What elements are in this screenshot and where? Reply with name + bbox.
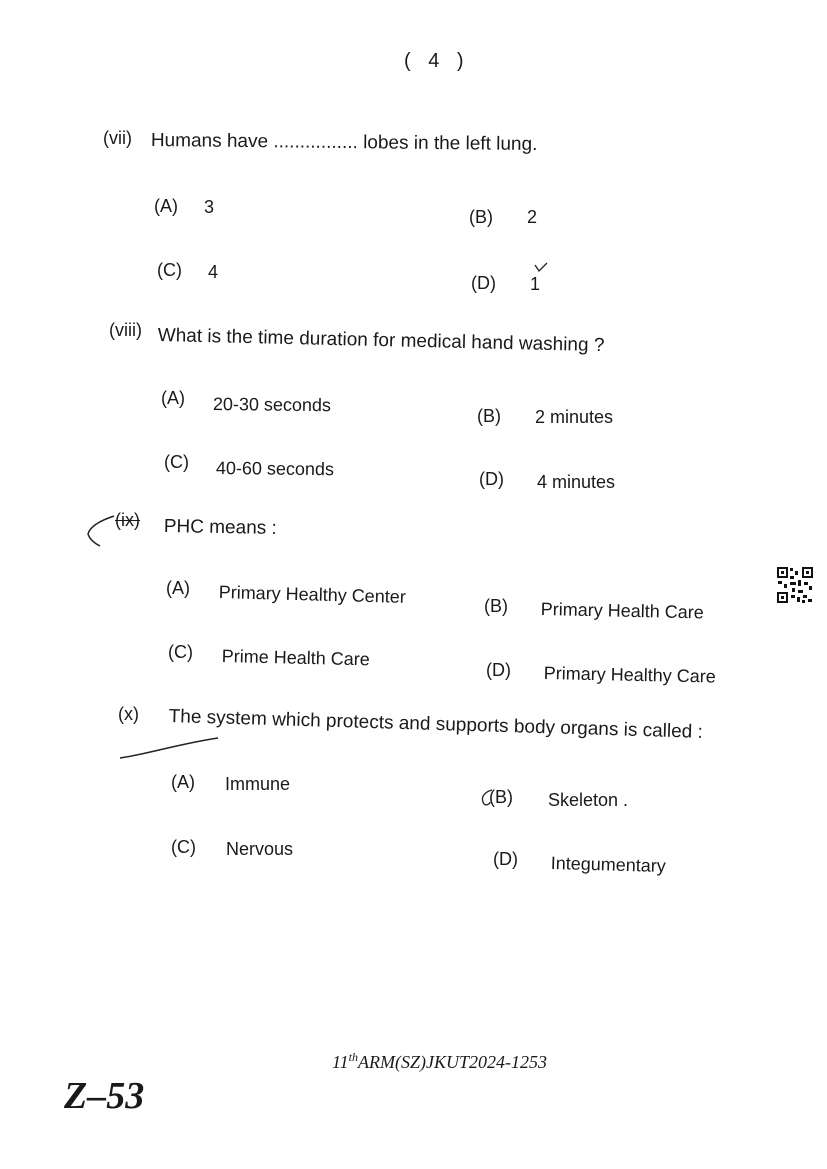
- option-text-b: 2 minutes: [535, 407, 614, 427]
- question-text: PHC means :: [163, 516, 277, 539]
- option-label-c: (C): [171, 837, 196, 857]
- option-text-a: 20-30 seconds: [212, 394, 332, 416]
- option-label-c: (C): [164, 452, 189, 472]
- option-label-a: (A): [154, 196, 178, 216]
- option-label-d: (D): [471, 273, 496, 293]
- option-text-a: Immune: [225, 774, 291, 794]
- option-text-b: 2: [527, 207, 538, 227]
- pen-underline-mark: [118, 734, 228, 764]
- question-text: Humans have ................ lobes in the left lung.: [150, 130, 538, 156]
- question-number: (x): [118, 704, 139, 724]
- option-label-d: (D): [486, 660, 511, 680]
- series-prefix: 11: [332, 1052, 349, 1072]
- option-text-c: 4: [208, 262, 219, 282]
- page-number: ( 4 ): [404, 50, 470, 72]
- pen-circle-mark: [478, 786, 498, 808]
- option-text-d: Primary Healthy Care: [543, 663, 717, 687]
- question-number: (viii): [109, 320, 142, 340]
- question-text: The system which protects and supports body organs is called :: [168, 706, 704, 743]
- option-text-c: Nervous: [226, 839, 294, 859]
- option-label-c: (C): [157, 260, 182, 280]
- paper-code: Z–53: [64, 1075, 145, 1117]
- option-text-a: 3: [204, 197, 215, 217]
- option-label-d: (D): [479, 469, 504, 489]
- option-label-c: (C): [168, 642, 193, 662]
- option-label-a: (A): [166, 578, 190, 598]
- option-text-d: 1: [530, 274, 541, 294]
- question-number: (vii): [103, 128, 132, 148]
- option-text-c: Prime Health Care: [221, 646, 371, 670]
- question-number: (ix): [115, 510, 140, 530]
- option-label-b: (B): [469, 207, 493, 227]
- option-label-a: (A): [171, 772, 195, 792]
- pen-tick-mark: [84, 510, 124, 550]
- option-label-b: (B): [484, 596, 508, 616]
- question-text: What is the time duration for medical hand washing ?: [157, 325, 605, 357]
- option-text-b: Primary Health Care: [540, 599, 705, 623]
- option-text-d: 4 minutes: [537, 472, 616, 492]
- paper-series-code: [332, 1050, 547, 1073]
- option-label-a: (A): [161, 388, 185, 408]
- option-text-d: Integumentary: [550, 853, 667, 877]
- option-label-d: (D): [493, 849, 518, 869]
- series-rest: ARM(SZ)JKUT2024-1253: [358, 1052, 547, 1072]
- option-text-b: Skeleton .: [548, 790, 629, 810]
- option-label-b: (B): [477, 406, 501, 426]
- qr-code-icon: [776, 566, 814, 604]
- series-superscript: th: [348, 1050, 359, 1064]
- pen-tick-mark: [533, 261, 549, 275]
- option-label-b: (B): [489, 787, 513, 807]
- option-text-a: Primary Healthy Center: [218, 582, 406, 607]
- option-text-c: 40-60 seconds: [215, 458, 335, 480]
